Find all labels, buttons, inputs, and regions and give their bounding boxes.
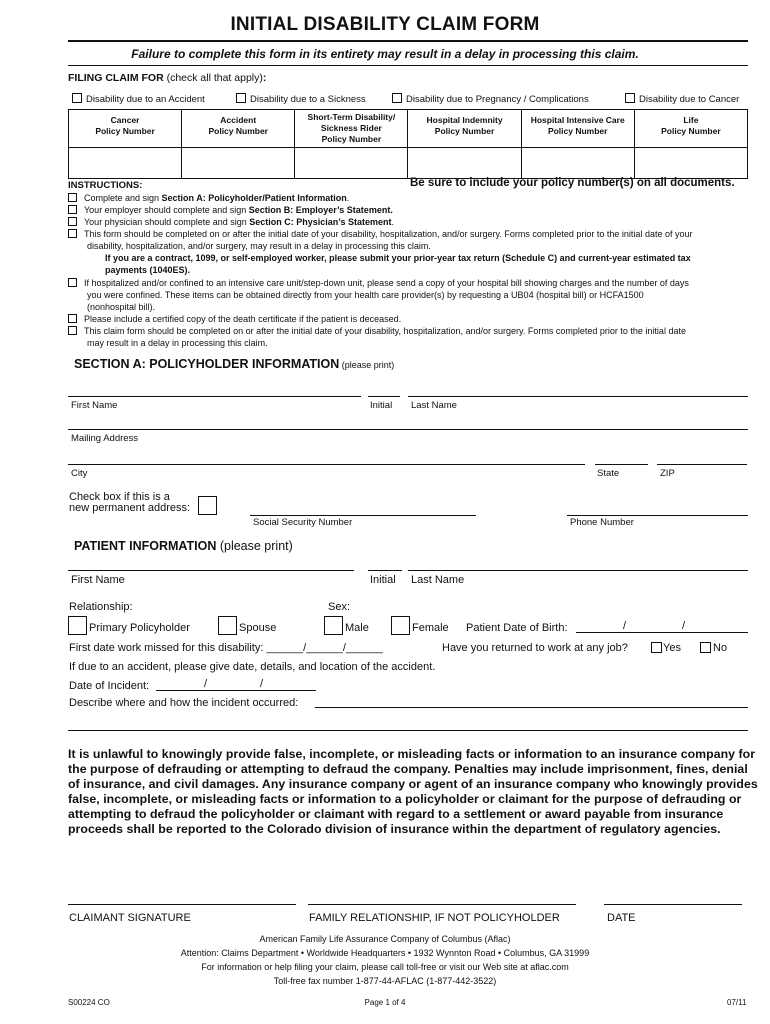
- company-name: American Family Life Assurance Company of Columbus (Aflac): [259, 934, 511, 944]
- subtitle-rule: [68, 65, 748, 66]
- describe-line-2[interactable]: [68, 730, 748, 731]
- instruction-5: If hospitalized and/or confined to an intensive care unit/step-down unit, please send a copy of your hospital bill showing charges and the number of days: [68, 278, 689, 288]
- policy-number-notice: Be sure to include your policy number(s) on all documents.: [410, 177, 735, 189]
- date-line[interactable]: [604, 904, 742, 905]
- option-sickness[interactable]: [236, 93, 366, 105]
- instruction-7: This claim form should be completed on or after the initial date of your disability, hospitalization, and/or surgery. Forms completed prior to the initial date: [68, 326, 686, 336]
- instruction-5-cont2: (nonhospital bill).: [87, 302, 156, 312]
- mailing-address-label: Mailing Address: [71, 433, 139, 444]
- dob-slash-1: /: [623, 620, 627, 632]
- date-of-incident-label: Date of Incident:: [69, 680, 150, 692]
- page-number: Page 1 of 4: [364, 998, 406, 1007]
- first-date-missed[interactable]: First date work missed for this disability: ______/______/______: [69, 642, 383, 654]
- claims-address: Attention: Claims Department • Worldwide Headquarters • 1932 Wynnton Road • Columbus, GA 31999: [180, 948, 590, 958]
- ssn-label: Social Security Number: [253, 517, 353, 528]
- male-checkbox[interactable]: [324, 616, 343, 635]
- hospital-indemnity-input[interactable]: [408, 148, 521, 179]
- instruction-2: Your employer should complete and sign Section B: Employer’s Statement.: [68, 205, 393, 215]
- life-policy-header: Life Policy Number: [634, 110, 747, 148]
- female-checkbox[interactable]: [391, 616, 410, 635]
- state-label: State: [597, 468, 620, 479]
- checkbox[interactable]: [625, 93, 635, 103]
- checkbox[interactable]: [68, 217, 77, 226]
- instruction-1: Complete and sign Section A: Policyholder/Patient Information.: [68, 193, 349, 203]
- checkbox[interactable]: [392, 93, 402, 103]
- checkbox[interactable]: [68, 278, 77, 287]
- life-policy-input[interactable]: [634, 148, 747, 179]
- form-title: INITIAL DISABILITY CLAIM FORM: [230, 14, 540, 35]
- hospital-indemnity-header: Hospital Indemnity Policy Number: [408, 110, 521, 148]
- sex-label: Sex:: [328, 601, 351, 613]
- patient-last-name-line[interactable]: [408, 570, 748, 571]
- instruction-4-cont: disability, hospitalization, and/or surgery, may result in a delay in processing this claim.: [87, 241, 431, 251]
- relationship-label: Relationship:: [69, 601, 133, 613]
- describe-incident-label: Describe where and how the incident occurred:: [69, 697, 299, 709]
- spouse-label: Spouse: [239, 622, 277, 634]
- accident-policy-header: Accident Policy Number: [182, 110, 295, 148]
- filing-claim-label: [68, 72, 266, 84]
- family-relationship-line[interactable]: [308, 904, 576, 905]
- no-label: No: [713, 642, 728, 654]
- cancer-policy-header: Cancer Policy Number: [69, 110, 182, 148]
- date-of-incident-line[interactable]: [156, 690, 316, 691]
- option-label: Disability due to a Sickness: [250, 94, 366, 105]
- new-address-checkbox[interactable]: [198, 496, 217, 515]
- checkbox[interactable]: [236, 93, 246, 103]
- std-policy-input[interactable]: [295, 148, 408, 179]
- instruction-5-cont: you were confined. These items can be obtained directly from your health care provider(s) by requesting a UB04 (hospital bill) or HCFA1500: [87, 290, 644, 300]
- phone-label: Phone Number: [570, 517, 634, 528]
- ssn-line[interactable]: [250, 515, 476, 516]
- option-accident[interactable]: [72, 93, 205, 105]
- form-date: 07/11: [727, 998, 747, 1007]
- option-label: Disability due to Pregnancy / Complications: [406, 94, 589, 105]
- instruction-4-tax-cont: payments (1040ES).: [105, 265, 191, 275]
- claimant-signature-label: CLAIMANT SIGNATURE: [69, 912, 191, 924]
- policy-number-table: [68, 109, 748, 179]
- hospital-icu-input[interactable]: [521, 148, 634, 179]
- male-label: Male: [345, 622, 369, 634]
- checkbox[interactable]: [68, 326, 77, 335]
- describe-line-1[interactable]: [315, 707, 748, 708]
- instruction-4: This form should be completed on or after the initial date of your disability, hospitalization, and/or surgery. Forms completed prior to the initial date of your: [68, 229, 692, 239]
- city-label: City: [71, 468, 88, 479]
- cancer-policy-input[interactable]: [69, 148, 182, 179]
- checkbox[interactable]: [68, 314, 77, 323]
- accident-policy-input[interactable]: [182, 148, 295, 179]
- zip-label: ZIP: [660, 468, 675, 479]
- option-pregnancy[interactable]: [392, 93, 589, 105]
- initial-line[interactable]: [368, 396, 400, 397]
- primary-policyholder-label: Primary Policyholder: [89, 622, 190, 634]
- no-checkbox[interactable]: [700, 642, 711, 653]
- first-name-line[interactable]: [68, 396, 361, 397]
- title-rule: [68, 40, 748, 42]
- help-info: For information or help filing your claim, please call toll-free or visit our Web site at aflac.com: [201, 962, 569, 972]
- checkbox[interactable]: [68, 229, 77, 238]
- first-name-label: First Name: [71, 400, 118, 411]
- yes-checkbox[interactable]: [651, 642, 662, 653]
- hospital-icu-header: Hospital Intensive Care Policy Number: [521, 110, 634, 148]
- doi-slash-2: /: [260, 678, 264, 690]
- signature-date-label: DATE: [607, 912, 636, 924]
- family-relationship-label: FAMILY RELATIONSHIP, IF NOT POLICYHOLDER: [309, 912, 560, 924]
- instruction-7-cont: may result in a delay in processing this claim.: [87, 338, 268, 348]
- checkbox[interactable]: [68, 205, 77, 214]
- last-name-label: Last Name: [411, 400, 457, 411]
- patient-dob-label: Patient Date of Birth:: [466, 622, 568, 634]
- filing-claim-colon: :: [262, 72, 267, 84]
- dob-slash-2: /: [682, 620, 686, 632]
- fax-number: Toll-free fax number 1-877-44-AFLAC (1-877-442-3522): [273, 976, 497, 986]
- patient-first-name-line[interactable]: [68, 570, 354, 571]
- last-name-line[interactable]: [408, 396, 748, 397]
- filing-claim-heading: FILING CLAIM FOR: [68, 72, 164, 84]
- new-address-label: Check box if this is a new permanent address:: [69, 491, 191, 514]
- form-subtitle: Failure to complete this form in its entirety may result in a delay in processing this claim.: [131, 47, 639, 61]
- checkbox[interactable]: [72, 93, 82, 103]
- option-cancer[interactable]: [625, 93, 739, 105]
- instruction-6: Please include a certified copy of the death certificate if the patient is deceased.: [68, 314, 401, 324]
- doi-slash-1: /: [204, 678, 208, 690]
- patient-first-name-label: First Name: [71, 574, 125, 586]
- state-line[interactable]: [595, 464, 648, 465]
- patient-initial-label: Initial: [370, 574, 396, 586]
- patient-initial-line[interactable]: [368, 570, 402, 571]
- std-policy-header: Short-Term Disability/ Sickness Rider Policy Number: [295, 110, 408, 148]
- female-label: Female: [412, 622, 449, 634]
- patient-dob-line[interactable]: [576, 632, 748, 633]
- instruction-4-tax: If you are a contract, 1099, or self-employed worker, please submit your prior-year tax return (Schedule C) and current-year estimated tax: [105, 253, 691, 263]
- option-label: Disability due to Cancer: [639, 94, 740, 105]
- zip-line[interactable]: [657, 464, 747, 465]
- phone-line[interactable]: [567, 515, 748, 516]
- accident-details-note: If due to an accident, please give date, details, and location of the accident.: [69, 661, 436, 673]
- mailing-address-line[interactable]: [68, 429, 748, 430]
- yes-label: Yes: [663, 642, 681, 654]
- claimant-signature-line[interactable]: [68, 904, 296, 905]
- patient-info-title: PATIENT INFORMATION (please print): [74, 539, 293, 553]
- spouse-checkbox[interactable]: [218, 616, 237, 635]
- fraud-warning: It is unlawful to knowingly provide false, incomplete, or misleading facts or information to an insurance company for the purpose of defrauding or attempting to defraud the company. Penalties may include imprisonment, fines, denial of insurance, and civil damages. Any insurance company or agent of an insurance company who knowingly provides false, incomplete, or misleading facts or information to a policyholder or claimant for the purpose of defrauding or attempting to defraud the policyholder or claimant with regard to a settlement or award payable from insurance proceeds shall be reported to the Colorado division of insurance within the department of regulatory agencies.: [68, 747, 758, 836]
- instructions-label: INSTRUCTIONS:: [68, 180, 143, 191]
- form-code: S00224 CO: [68, 998, 110, 1007]
- primary-policyholder-checkbox[interactable]: [68, 616, 87, 635]
- patient-last-name-label: Last Name: [411, 574, 465, 586]
- city-line[interactable]: [68, 464, 585, 465]
- section-a-title: SECTION A: POLICYHOLDER INFORMATION (please print): [74, 357, 395, 371]
- checkbox[interactable]: [68, 193, 77, 202]
- returned-to-work-label: Have you returned to work at any job?: [442, 642, 628, 654]
- option-label: Disability due to an Accident: [86, 94, 205, 105]
- initial-label: Initial: [370, 400, 393, 411]
- filing-claim-note: (check all that apply): [163, 72, 263, 84]
- instruction-3: Your physician should complete and sign Section C: Physician’s Statement.: [68, 217, 394, 227]
